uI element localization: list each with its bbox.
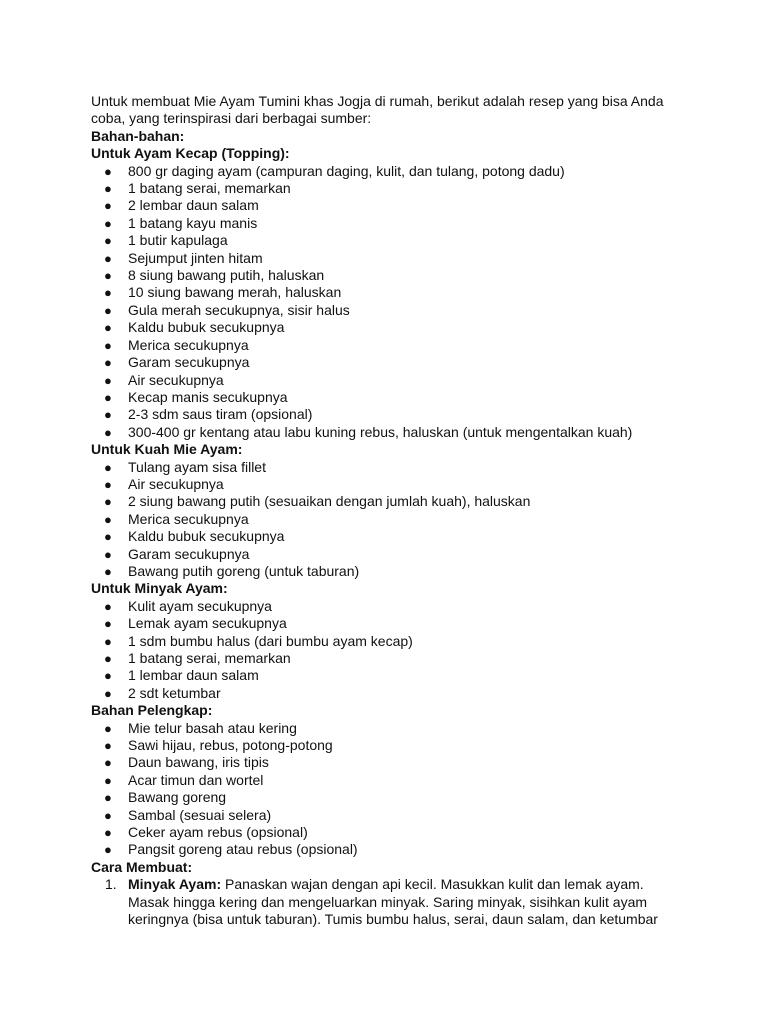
- bullet-icon: ●: [104, 355, 112, 371]
- bullet-icon: ●: [104, 685, 112, 701]
- ingredient-item: [91, 215, 671, 232]
- ingredient-text: Pangsit goreng atau rebus (opsional): [128, 841, 358, 858]
- ingredient-text: Kaldu bubuk secukupnya: [128, 528, 285, 545]
- bullet-icon: ●: [104, 825, 112, 841]
- ingredient-text: Merica secukupnya: [128, 336, 249, 353]
- ingredient-item: [91, 197, 671, 214]
- bullet-icon: ●: [104, 563, 112, 579]
- bullet-icon: ●: [104, 250, 112, 266]
- ingredient-text: 1 batang serai, memarkan: [128, 650, 291, 666]
- ingredient-item: [91, 737, 671, 754]
- ingredient-text: Bawang goreng: [128, 789, 227, 806]
- ingredient-text: 2 siung bawang putih (sesuaikan dengan jumlah kuah), haluskan: [128, 493, 531, 510]
- bullet-icon: ●: [104, 163, 112, 179]
- ingredient-item: [91, 354, 671, 371]
- ingredient-text: 8 siung bawang putih, haluskan: [128, 267, 325, 284]
- ingredient-item: [91, 598, 671, 615]
- ingredient-item: [91, 337, 671, 354]
- ingredient-text: Kaldu bubuk secukupnya: [128, 319, 285, 336]
- bullet-icon: ●: [104, 389, 112, 405]
- bullet-icon: ●: [104, 494, 112, 510]
- bullet-icon: ●: [104, 233, 112, 249]
- ingredient-text: Gula merah secukupnya, sisir halus: [128, 301, 350, 318]
- ingredient-item: [91, 633, 671, 650]
- ingredient-list: [91, 163, 671, 442]
- ingredient-text: Lemak ayam secukupnya: [128, 615, 287, 632]
- bullet-icon: ●: [104, 181, 112, 197]
- section-heading: Bahan Pelengkap:: [91, 702, 213, 719]
- bullet-icon: ●: [104, 320, 112, 336]
- ingredient-text: Air secukupnya: [128, 475, 224, 492]
- ingredient-text: Merica secukupnya: [128, 510, 249, 527]
- ingredient-item: [91, 754, 671, 771]
- step-title: Minyak Ayam:: [128, 876, 222, 893]
- method-step: [91, 876, 671, 928]
- ingredient-item: [91, 511, 671, 528]
- bullet-icon: ●: [104, 755, 112, 771]
- ingredient-item: [91, 667, 671, 684]
- ingredient-item: [91, 493, 671, 510]
- ingredient-text: Air secukupnya: [128, 371, 224, 388]
- ingredient-text: Sejumput jinten hitam: [128, 249, 263, 266]
- ingredient-item: [91, 424, 671, 441]
- section-heading: Untuk Minyak Ayam:: [91, 580, 228, 597]
- bullet-icon: ●: [104, 424, 112, 440]
- ingredient-text: Daun bawang, iris tipis: [128, 754, 269, 771]
- ingredient-item: [91, 615, 671, 632]
- bullet-icon: ●: [104, 476, 112, 492]
- ingredient-text: Garam secukupnya: [128, 545, 250, 562]
- bullet-icon: ●: [104, 651, 112, 666]
- ingredient-text: 800 gr daging ayam (campuran daging, kulit, dan tulang, potong dadu): [128, 162, 565, 179]
- ingredient-text: Acar timun dan wortel: [128, 771, 264, 788]
- ingredient-text: Kulit ayam secukupnya: [128, 597, 272, 614]
- ingredient-text: Tulang ayam sisa fillet: [128, 458, 266, 475]
- ingredient-list: [91, 720, 671, 859]
- ingredient-text: Ceker ayam rebus (opsional): [128, 824, 308, 841]
- ingredient-item: [91, 250, 671, 267]
- bullet-icon: ●: [104, 337, 112, 353]
- bullet-icon: ●: [104, 546, 112, 562]
- ingredient-item: [91, 284, 671, 301]
- ingredient-item: [91, 372, 671, 389]
- ingredients-heading: Bahan-bahan:: [91, 127, 185, 144]
- ingredient-text: Mie telur basah atau kering: [128, 719, 297, 736]
- ingredient-item: [91, 232, 671, 249]
- ingredient-text: 1 batang serai, memarkan: [128, 180, 291, 197]
- ingredient-item: [91, 476, 671, 493]
- ingredient-item: [91, 267, 671, 284]
- ingredient-item: [91, 546, 671, 563]
- bullet-icon: ●: [104, 598, 112, 614]
- ingredient-list: [91, 598, 671, 702]
- ingredient-text: 1 sdm bumbu halus (dari bumbu ayam kecap): [128, 632, 413, 649]
- ingredient-item: [91, 824, 671, 841]
- bullet-icon: ●: [104, 842, 112, 858]
- ingredient-text: Kecap manis secukupnya: [128, 388, 288, 405]
- ingredient-item: [91, 459, 671, 476]
- ingredient-text: 2-3 sdm saus tiram (opsional): [128, 406, 313, 423]
- ingredient-sections: [91, 145, 671, 859]
- ingredient-list: [91, 459, 671, 581]
- step-number: 1.: [105, 876, 117, 893]
- ingredient-item: [91, 772, 671, 789]
- ingredient-text: Bawang putih goreng (untuk taburan): [128, 562, 360, 579]
- bullet-icon: ●: [104, 285, 112, 301]
- ingredient-item: [91, 319, 671, 336]
- ingredient-item: [91, 528, 671, 545]
- ingredient-text: 1 butir kapulaga: [128, 232, 228, 249]
- ingredient-item: [91, 163, 671, 180]
- bullet-icon: ●: [104, 459, 112, 475]
- ingredient-text: 10 siung bawang merah, haluskan: [128, 284, 342, 301]
- ingredient-text: 300-400 gr kentang atau labu kuning rebus, haluskan (untuk mengentalkan kuah): [128, 423, 633, 440]
- ingredient-text: 2 lembar daun salam: [128, 197, 259, 214]
- bullet-icon: ●: [104, 616, 112, 632]
- ingredient-item: [91, 180, 671, 197]
- section-heading: Untuk Ayam Kecap (Topping):: [91, 145, 290, 162]
- ingredient-item: [91, 807, 671, 824]
- bullet-icon: ●: [104, 668, 112, 684]
- ingredient-item: [91, 650, 671, 667]
- intro-paragraph: Untuk membuat Mie Ayam Tumini khas Jogja di rumah, berikut adalah resep yang bisa Anda coba, yang terinspirasi dari berbagai sumber:: [91, 93, 664, 127]
- ingredient-item: [91, 389, 671, 406]
- bullet-icon: ●: [104, 268, 112, 284]
- bullet-icon: ●: [104, 790, 112, 806]
- ingredient-text: Sambal (sesuai selera): [128, 806, 272, 823]
- bullet-icon: ●: [104, 772, 112, 788]
- ingredient-item: [91, 563, 671, 580]
- ingredient-text: Garam secukupnya: [128, 354, 250, 371]
- bullet-icon: ●: [104, 807, 112, 823]
- ingredient-text: Sawi hijau, rebus, potong-potong: [128, 737, 333, 754]
- bullet-icon: ●: [104, 633, 112, 649]
- ingredient-item: [91, 406, 671, 423]
- bullet-icon: ●: [104, 529, 112, 545]
- document-page: [91, 93, 671, 929]
- ingredient-text: 1 batang kayu manis: [128, 214, 258, 231]
- ingredient-text: 2 sdt ketumbar: [128, 684, 221, 701]
- ingredient-item: [91, 720, 671, 737]
- ingredient-item: [91, 789, 671, 806]
- bullet-icon: ●: [104, 407, 112, 423]
- bullet-icon: ●: [104, 738, 112, 754]
- section-heading: Untuk Kuah Mie Ayam:: [91, 441, 243, 458]
- method-steps-list: [91, 876, 671, 928]
- step-text: Panaskan wajan dengan api kecil. Masukkan kulit dan lemak ayam. Masak hingga kering dan mengeluarkan minyak. Saring minyak, sisihkan kulit ayam keringnya (bisa untuk taburan). Tumis bumbu halus, serai, daun salam, dan ketumbar: [128, 876, 658, 928]
- bullet-icon: ●: [104, 198, 112, 214]
- ingredient-item: [91, 685, 671, 702]
- bullet-icon: ●: [104, 215, 112, 231]
- bullet-icon: ●: [104, 720, 112, 736]
- bullet-icon: ●: [104, 372, 112, 388]
- bullet-icon: ●: [104, 511, 112, 527]
- method-heading: Cara Membuat:: [91, 858, 193, 875]
- ingredient-item: [91, 302, 671, 319]
- bullet-icon: ●: [104, 302, 112, 318]
- ingredient-item: [91, 841, 671, 858]
- ingredient-text: 1 lembar daun salam: [128, 667, 259, 684]
